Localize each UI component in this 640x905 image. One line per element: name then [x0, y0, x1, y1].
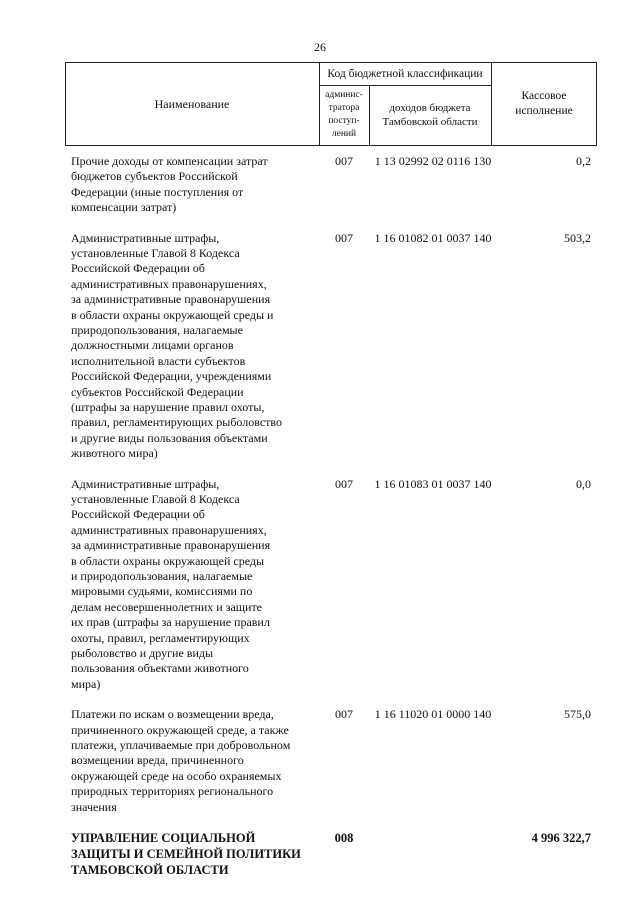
table-header	[65, 62, 597, 146]
header-income-line: Тамбовской области	[382, 116, 478, 128]
row-name-line: охоты, правил, регламентирующих	[71, 630, 250, 645]
row-name-line: компенсации затрат)	[71, 200, 177, 215]
row-name-line: ЗАЩИТЫ И СЕМЕЙНОЙ ПОЛИТИКИ	[71, 846, 301, 861]
header-name: Наименование	[154, 96, 230, 111]
row-name-line: делам несовершеннолетних и защите	[71, 599, 263, 614]
row-budget-code: 1 13 02992 02 0116 130	[374, 154, 492, 168]
row-name	[71, 707, 311, 815]
row-name-line: и природопользования, налагаемые	[71, 569, 253, 584]
row-amount: 0,2	[576, 154, 591, 168]
header-kassovoe-line: исполнение	[515, 105, 573, 117]
table-body	[65, 146, 597, 885]
row-name-line: в области охраны окружающей среды	[71, 553, 265, 568]
row-name-line: бюджетов субъектов Российской	[71, 169, 238, 184]
header-admin-line: тратора	[328, 103, 360, 113]
row-name-line: УПРАВЛЕНИЕ СОЦИАЛЬНОЙ	[71, 830, 256, 845]
row-name-line: правил, регламентирующих рыболовство	[71, 415, 283, 430]
table-row	[65, 822, 597, 885]
budget-table	[65, 62, 597, 885]
header-admin-line: лений	[331, 129, 357, 139]
row-name-line: в области охраны окружающей среды и	[71, 307, 274, 322]
row-name	[71, 231, 311, 462]
header-kassovoe	[491, 63, 597, 145]
row-name-line: Административные штрафы,	[71, 476, 220, 491]
row-name-line: установленные Главой 8 Кодекса	[71, 246, 240, 260]
table-row	[65, 699, 597, 822]
row-admin-code: 008	[334, 830, 354, 845]
row-name-line: должностными лицами органов	[71, 338, 234, 353]
header-code-group: Код бюджетной классификации	[319, 63, 491, 86]
row-name-line: Административные штрафы,	[71, 230, 220, 245]
table-row	[65, 146, 597, 223]
row-name-line: рыболовство и другие виды	[71, 646, 214, 661]
row-name-line: причиненного окружающей среде, а также	[71, 722, 289, 737]
row-name-line: мировыми судьями, комиссиями по	[71, 584, 253, 599]
table-row	[65, 469, 597, 700]
row-name-line: за административные правонарушения	[71, 538, 271, 553]
row-amount: 575,0	[564, 707, 591, 722]
row-name-line: Российской Федерации об	[71, 507, 205, 522]
row-name-line: установленные Главой 8 Кодекса	[71, 492, 240, 506]
row-name-line: Прочие доходы от компенсации затрат	[71, 154, 268, 168]
row-name-line: Российской Федерации, учреждениями	[71, 369, 272, 384]
row-budget-code: 1 16 11020 01 0000 140	[374, 707, 492, 722]
row-name-line: за административные правонарушения	[71, 292, 271, 307]
row-budget-code: 1 16 01083 01 0037 140	[374, 476, 492, 491]
row-name	[71, 154, 311, 216]
header-admin	[319, 85, 369, 145]
row-amount: 4 996 322,7	[531, 830, 591, 845]
row-budget-code: 1 16 01082 01 0037 140	[374, 230, 492, 245]
row-name-line: пользования объектами животного	[71, 661, 249, 676]
header-admin-line: поступ-	[328, 116, 360, 126]
header-income	[369, 85, 491, 145]
header-kassovoe-line: Кассовое	[521, 90, 567, 102]
row-name-line: исполнительной власти субъектов	[71, 353, 246, 368]
header-admin-line: админис-	[325, 90, 363, 100]
row-name-line: административных правонарушениях,	[71, 276, 267, 291]
row-amount: 0,0	[576, 476, 591, 491]
row-name-line: (штрафы за нарушение правил охоты,	[71, 400, 265, 415]
row-name	[71, 477, 311, 693]
row-amount: 503,2	[564, 230, 591, 245]
table-row	[65, 223, 597, 469]
row-name-line: природных территориях регионального	[71, 784, 274, 799]
row-name-line: окружающей среде на особо охраняемых	[71, 768, 282, 783]
row-admin-code: 007	[335, 476, 353, 491]
row-admin-code: 007	[335, 154, 353, 168]
row-name-line: природопользования, налагаемые	[71, 323, 243, 338]
row-name-line: возмещении вреда, причиненного	[71, 753, 244, 768]
row-name-line: Федерации (иные поступления от	[71, 184, 244, 199]
row-name-line: мира)	[71, 676, 101, 691]
row-name-line: и другие виды пользования объектами	[71, 430, 268, 445]
row-admin-code: 007	[335, 707, 353, 722]
row-name-line: их прав (штрафы за нарушение правил	[71, 615, 270, 630]
header-income-line: доходов бюджета	[389, 102, 471, 114]
row-admin-code: 007	[335, 230, 353, 245]
page-number: 26	[314, 40, 326, 54]
row-name-line: ТАМБОВСКОЙ ОБЛАСТИ	[71, 862, 229, 877]
row-name-line: административных правонарушениях,	[71, 522, 267, 537]
row-name-line: платежи, уплачиваемые при добровольном	[71, 738, 291, 752]
row-name-line: Российской Федерации об	[71, 261, 205, 276]
row-name-line: животного мира)	[71, 446, 158, 461]
row-name	[71, 830, 311, 878]
row-name-line: Платежи по искам о возмещении вреда,	[71, 707, 274, 722]
row-name-line: субъектов Российской Федерации	[71, 384, 244, 399]
row-name-line: значения	[71, 799, 117, 814]
